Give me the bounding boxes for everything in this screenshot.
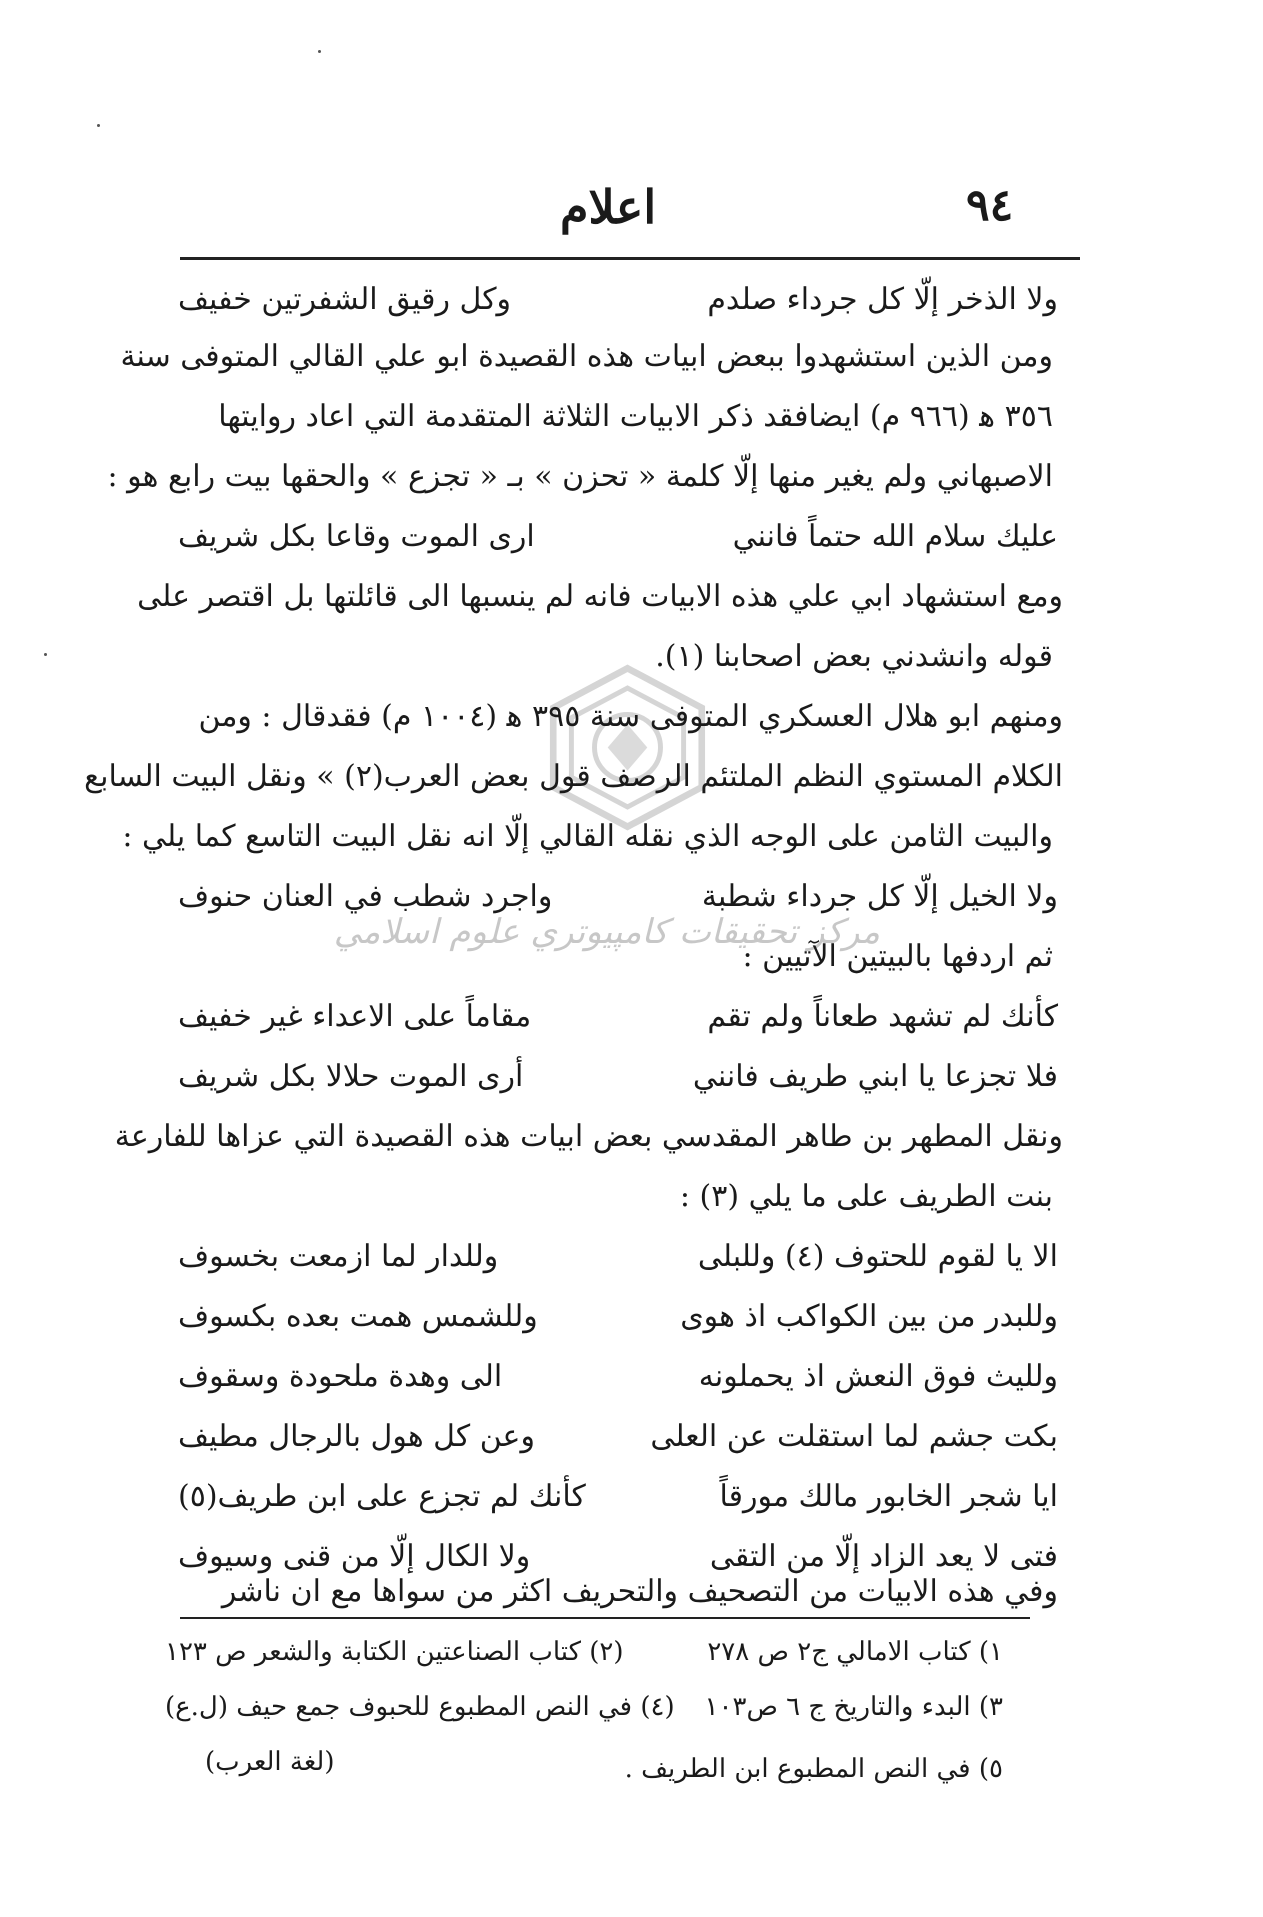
verse-line bbox=[178, 1357, 1058, 1401]
prose-line: ٣٥٦ ﻫ (٩٦٦ م) ايضافقد ذكر الابيات الثلاثة المتقدمة التي اعاد روايتها bbox=[218, 399, 1053, 434]
page-title: اعلام bbox=[560, 180, 657, 234]
verse-hemistich-second: وكل رقيق الشفرتين خفيف bbox=[178, 282, 512, 317]
footnote-3: ٣) البدء والتاريخ ج ٦ ص١٠٣ bbox=[704, 1692, 1003, 1722]
verse-hemistich-second: وللدار لما ازمعت بخسوف bbox=[178, 1239, 499, 1274]
verse-hemistich-first: ولا الذخر إلّا كل جرداء صلدم bbox=[707, 282, 1058, 317]
verse-hemistich-second: ولا الكال إلّا من قنى وسيوف bbox=[178, 1539, 531, 1574]
footnote-2: (٢) كتاب الصناعتين الكتابة والشعر ص ١٢٣ bbox=[165, 1637, 624, 1667]
verse-hemistich-second: أرى الموت حلالا بكل شريف bbox=[178, 1059, 524, 1094]
verse-hemistich-first: فلا تجزعا يا ابني طريف فانني bbox=[692, 1059, 1058, 1094]
verse-line bbox=[178, 997, 1058, 1041]
prose-line: والبيت الثامن على الوجه الذي نقله القالي إلّا انه نقل البيت التاسع كما يلي : bbox=[122, 819, 1053, 854]
verse-hemistich-second: ارى الموت وقاعا بكل شريف bbox=[178, 519, 535, 554]
verse-line bbox=[178, 517, 1058, 561]
footnote-1: ١) كتاب الامالي ج٢ ص ٢٧٨ bbox=[707, 1637, 1003, 1667]
verse-hemistich-first: عليك سلام الله حتماً فانني bbox=[732, 519, 1058, 554]
page-number: ٩٤ bbox=[966, 180, 1014, 231]
verse-hemistich-second: مقاماً على الاعداء غير خفيف bbox=[178, 999, 532, 1034]
verse-line bbox=[178, 1477, 1058, 1521]
prose-line: قوله وانشدني بعض اصحابنا (١). bbox=[655, 639, 1053, 674]
scan-speck bbox=[318, 50, 321, 53]
verse-hemistich-second: كأنك لم تجزع على ابن طريف(٥) bbox=[178, 1479, 586, 1514]
verse-line bbox=[178, 1057, 1058, 1101]
seal-logo-icon bbox=[545, 665, 710, 830]
verse-hemistich-first: ولا الخيل إلّا كل جرداء شطبة bbox=[701, 879, 1058, 914]
prose-line: ومنهم ابو هلال العسكري المتوفى سنة ٣٩٥ ﻫ (١٠٠٤ م) فقدقال : ومن bbox=[198, 699, 1063, 734]
verse-hemistich-second: وللشمس همت بعده بكسوف bbox=[178, 1299, 538, 1334]
prose-line: الاصبهاني ولم يغير منها إلّا كلمة « تحزن » بـ « تجزع » والحقها بيت رابع هو : bbox=[107, 459, 1053, 494]
verse-hemistich-first: وللبدر من بين الكواكب اذ هوى bbox=[680, 1299, 1058, 1334]
scan-speck bbox=[97, 124, 100, 127]
verse-hemistich-first: ايا شجر الخابور مالك مورقاً bbox=[719, 1479, 1058, 1514]
footnote-4: (٤) في النص المطبوع للحبوف جمع حيف (ل.ع) bbox=[165, 1692, 675, 1722]
verse-hemistich-first: فتى لا يعد الزاد إلّا من التقى bbox=[709, 1539, 1058, 1574]
verse-line bbox=[178, 1297, 1058, 1341]
header-divider bbox=[180, 257, 1080, 260]
footnote-5: ٥) في النص المطبوع ابن الطريف . bbox=[624, 1754, 1003, 1784]
prose-line: ثم اردفها بالبيتين الآتيين : bbox=[742, 939, 1053, 974]
prose-line: بنت الطريف على ما يلي (٣) : bbox=[679, 1179, 1053, 1214]
verse-line bbox=[178, 280, 1058, 324]
verse-hemistich-second: الى وهدة ملحودة وسقوف bbox=[178, 1359, 503, 1394]
verse-hemistich-first: ولليث فوق النعش اذ يحملونه bbox=[698, 1359, 1058, 1394]
verse-hemistich-first: كأنك لم تشهد طعاناً ولم تقم bbox=[707, 999, 1058, 1034]
verse-line bbox=[178, 877, 1058, 921]
prose-line: ونقل المطهر بن طاهر المقدسي بعض ابيات هذه القصيدة التي عزاها للفارعة bbox=[114, 1119, 1063, 1154]
verse-hemistich-second: واجرد شطب في العنان حنوف bbox=[178, 879, 553, 914]
footnote-divider bbox=[180, 1617, 1030, 1619]
watermark-text: مركز تحقيقات كامپيوتري علوم اسلامي bbox=[333, 912, 880, 952]
verse-line bbox=[178, 1237, 1058, 1281]
prose-line: الكلام المستوي النظم الملتئم الرصف قول بعض العرب(٢) » ونقل البيت السابع bbox=[84, 759, 1063, 794]
prose-line: ومن الذين استشهدوا ببعض ابيات هذه القصيدة ابو علي القالي المتوفى سنة bbox=[120, 339, 1053, 374]
verse-line bbox=[178, 1417, 1058, 1461]
footnote-4-source: (لغة العرب) bbox=[205, 1747, 335, 1777]
verse-hemistich-first: الا يا لقوم للحتوف (٤) وللبلى bbox=[697, 1239, 1058, 1274]
verse-hemistich-second: وعن كل هول بالرجال مطيف bbox=[178, 1419, 535, 1454]
verse-hemistich-first: بكت جشم لما استقلت عن العلى bbox=[650, 1419, 1058, 1454]
prose-line: ومع استشهاد ابي علي هذه الابيات فانه لم ينسبها الى قائلتها بل اقتصر على bbox=[137, 579, 1063, 614]
scan-speck bbox=[44, 653, 47, 656]
prose-line: وفي هذه الابيات من التصحيف والتحريف اكثر من سواها مع ان ناشر bbox=[221, 1574, 1058, 1609]
